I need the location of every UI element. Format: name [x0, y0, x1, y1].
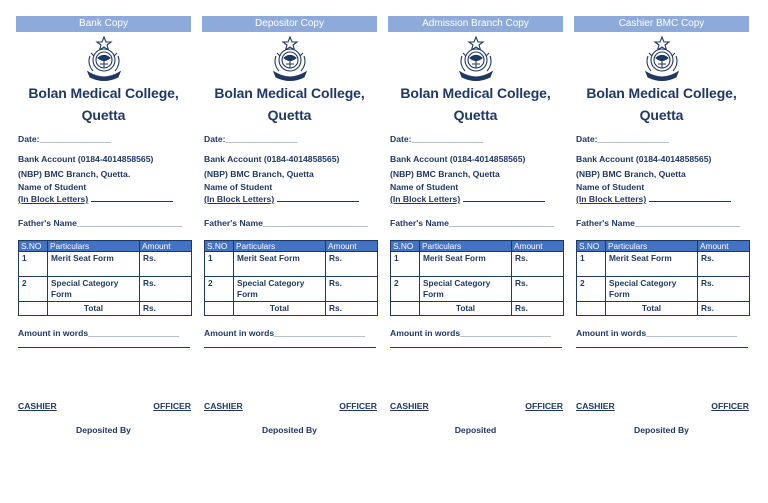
row-sno: 2: [391, 277, 420, 302]
row-amount[interactable]: Rs.: [326, 277, 378, 302]
cashier-signature: CASHIER: [18, 401, 57, 411]
amount-words-line: [204, 347, 376, 348]
college-city: Quetta: [267, 107, 312, 123]
bank-account: Bank Account (0184-4014858565): [576, 154, 712, 164]
row-particular: Merit Seat Form: [606, 252, 698, 277]
total-label: Total: [420, 302, 512, 316]
challan-slip-1: [16, 16, 191, 446]
row-sno: 1: [577, 252, 606, 277]
header-sno: S.NO: [19, 241, 48, 252]
date-field[interactable]: Date:_______________: [18, 134, 112, 144]
row-sno: 1: [19, 252, 48, 277]
copy-header: Depositor Copy: [202, 16, 377, 32]
copy-header: Cashier BMC Copy: [574, 16, 749, 32]
bank-branch: (NBP) BMC Branch, Quetta: [204, 169, 314, 179]
student-name-line: [463, 193, 545, 202]
cashier-signature: CASHIER: [390, 401, 429, 411]
row-sno: 1: [391, 252, 420, 277]
amount-in-words-field[interactable]: Amount in words___________________: [204, 328, 365, 338]
row-sno: 1: [205, 252, 234, 277]
college-city: Quetta: [453, 107, 498, 123]
officer-signature: OFFICER: [525, 401, 563, 411]
block-letters-label: (In Block Letters): [576, 194, 647, 204]
row-amount[interactable]: Rs.: [140, 277, 192, 302]
table-row: [391, 277, 564, 302]
table-row: [205, 277, 378, 302]
cashier-signature: CASHIER: [576, 401, 615, 411]
total-row: [205, 302, 378, 316]
challan-slip-3: [388, 16, 563, 446]
total-row: [19, 302, 192, 316]
row-particular: Special Category Form: [234, 277, 326, 302]
row-amount[interactable]: Rs.: [326, 252, 378, 277]
header-particulars: Particulars: [234, 241, 326, 252]
father-name-field[interactable]: Father's Name______________________: [390, 218, 555, 228]
total-blank: [205, 302, 234, 316]
table-row: [19, 252, 192, 277]
fee-table: [576, 240, 750, 316]
amount-words-line: [18, 347, 190, 348]
total-blank: [19, 302, 48, 316]
father-name-field[interactable]: Father's Name______________________: [204, 218, 369, 228]
header-sno: S.NO: [577, 241, 606, 252]
student-name-line: [277, 193, 359, 202]
row-amount[interactable]: Rs.: [698, 277, 750, 302]
deposited-by-label: Deposited By: [262, 425, 317, 435]
block-letters-label: (In Block Letters): [390, 194, 461, 204]
bank-branch: (NBP) BMC Branch, Quetta: [390, 169, 500, 179]
total-amount[interactable]: Rs.: [512, 302, 564, 316]
total-amount[interactable]: Rs.: [140, 302, 192, 316]
row-particular: Special Category Form: [606, 277, 698, 302]
row-particular: Merit Seat Form: [48, 252, 140, 277]
table-row: [391, 252, 564, 277]
total-amount[interactable]: Rs.: [698, 302, 750, 316]
table-row: [577, 277, 750, 302]
student-name-label: Name of Student: [204, 182, 273, 192]
row-sno: 2: [19, 277, 48, 302]
college-name: Bolan Medical College,: [586, 85, 737, 101]
header-particulars: Particulars: [606, 241, 698, 252]
college-logo-icon: [266, 34, 314, 82]
college-logo-icon: [80, 34, 128, 82]
header-amount: Amount: [512, 241, 564, 252]
fee-table: [390, 240, 564, 316]
copy-header: Bank Copy: [16, 16, 191, 32]
student-name-field[interactable]: [390, 193, 563, 204]
header-sno: S.NO: [205, 241, 234, 252]
college-name: Bolan Medical College,: [28, 85, 179, 101]
college-name: Bolan Medical College,: [400, 85, 551, 101]
header-amount: Amount: [140, 241, 192, 252]
total-label: Total: [48, 302, 140, 316]
challan-slip-2: [202, 16, 377, 446]
bank-branch: (NBP) BMC Branch, Quetta: [576, 169, 686, 179]
total-row: [577, 302, 750, 316]
student-name-line: [649, 193, 731, 202]
amount-in-words-field[interactable]: Amount in words___________________: [18, 328, 179, 338]
student-name-line: [91, 193, 173, 202]
cashier-signature: CASHIER: [204, 401, 243, 411]
row-amount[interactable]: Rs.: [512, 277, 564, 302]
amount-words-line: [576, 347, 748, 348]
father-name-field[interactable]: Father's Name______________________: [576, 218, 741, 228]
total-blank: [391, 302, 420, 316]
total-amount[interactable]: Rs.: [326, 302, 378, 316]
bank-branch: (NBP) BMC Branch, Quetta.: [18, 169, 131, 179]
student-name-label: Name of Student: [576, 182, 645, 192]
officer-signature: OFFICER: [153, 401, 191, 411]
date-field[interactable]: Date:_______________: [390, 134, 484, 144]
date-field[interactable]: Date:_______________: [576, 134, 670, 144]
block-letters-label: (In Block Letters): [204, 194, 275, 204]
fee-table-header: [19, 241, 192, 252]
row-particular: Merit Seat Form: [420, 252, 512, 277]
total-row: [391, 302, 564, 316]
row-particular: Special Category Form: [48, 277, 140, 302]
fee-table-header: [205, 241, 378, 252]
student-name-label: Name of Student: [18, 182, 87, 192]
deposited-by-label: Deposited By: [634, 425, 689, 435]
total-blank: [577, 302, 606, 316]
row-particular: Merit Seat Form: [234, 252, 326, 277]
fee-table-header: [577, 241, 750, 252]
header-particulars: Particulars: [48, 241, 140, 252]
block-letters-label: (In Block Letters): [18, 194, 89, 204]
student-name-field[interactable]: [18, 193, 191, 204]
copy-header: Admission Branch Copy: [388, 16, 563, 32]
college-logo-icon: [452, 34, 500, 82]
total-label: Total: [234, 302, 326, 316]
college-city: Quetta: [81, 107, 126, 123]
row-particular: Special Category Form: [420, 277, 512, 302]
fee-table-header: [391, 241, 564, 252]
amount-in-words-field[interactable]: Amount in words___________________: [390, 328, 551, 338]
officer-signature: OFFICER: [711, 401, 749, 411]
fee-table: [204, 240, 378, 316]
challan-slip-4: [574, 16, 749, 446]
father-name-field[interactable]: Father's Name______________________: [18, 218, 183, 228]
row-sno: 2: [577, 277, 606, 302]
student-name-field[interactable]: [204, 193, 377, 204]
row-amount[interactable]: Rs.: [140, 252, 192, 277]
student-name-field[interactable]: [576, 193, 749, 204]
deposited-by-label: Deposited By: [76, 425, 131, 435]
college-logo-icon: [638, 34, 686, 82]
table-row: [205, 252, 378, 277]
bank-account: Bank Account (0184-4014858565): [18, 154, 154, 164]
amount-in-words-field[interactable]: Amount in words___________________: [576, 328, 737, 338]
bank-account: Bank Account (0184-4014858565): [204, 154, 340, 164]
college-name: Bolan Medical College,: [214, 85, 365, 101]
date-field[interactable]: Date:_______________: [204, 134, 298, 144]
header-sno: S.NO: [391, 241, 420, 252]
deposited-by-label: Deposited: [454, 425, 497, 435]
amount-words-line: [390, 347, 562, 348]
table-row: [577, 252, 750, 277]
student-name-label: Name of Student: [390, 182, 459, 192]
fee-table: [18, 240, 192, 316]
table-row: [19, 277, 192, 302]
header-amount: Amount: [698, 241, 750, 252]
header-particulars: Particulars: [420, 241, 512, 252]
total-label: Total: [606, 302, 698, 316]
header-amount: Amount: [326, 241, 378, 252]
officer-signature: OFFICER: [339, 401, 377, 411]
college-city: Quetta: [639, 107, 684, 123]
row-amount[interactable]: Rs.: [698, 252, 750, 277]
row-amount[interactable]: Rs.: [512, 252, 564, 277]
row-sno: 2: [205, 277, 234, 302]
bank-account: Bank Account (0184-4014858565): [390, 154, 526, 164]
